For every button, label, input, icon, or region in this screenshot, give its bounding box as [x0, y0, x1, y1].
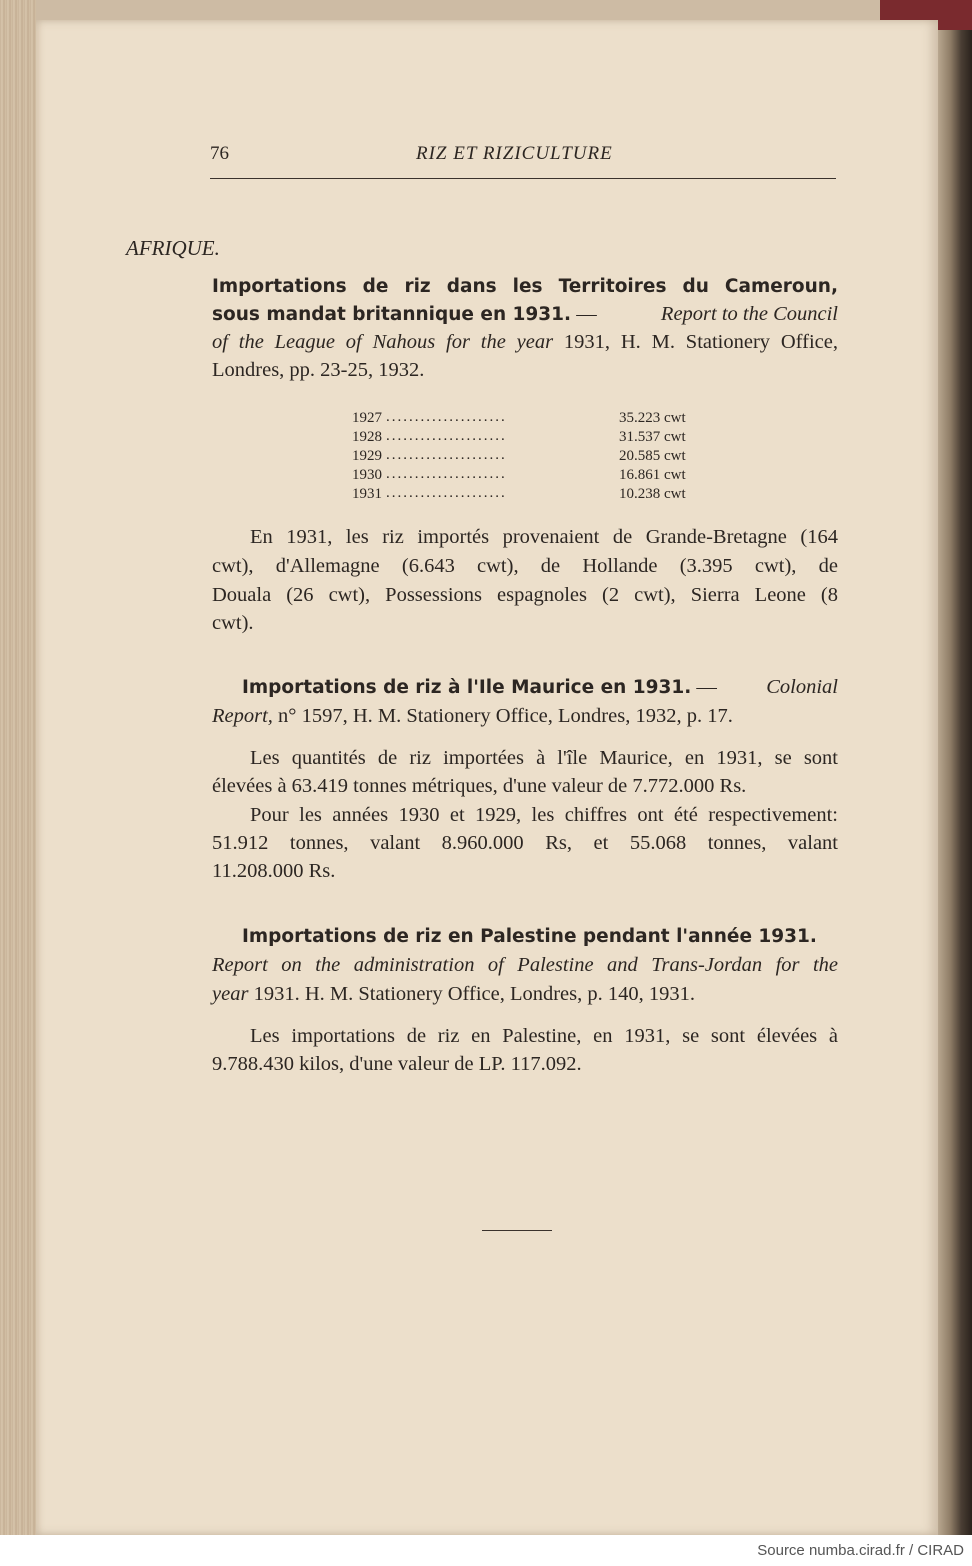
table-year: 1928 — [352, 429, 382, 445]
table-year: 1927 — [352, 410, 382, 426]
maurice-paragraph-line: 51.912 tonnes, valant 8.960.000 Rs, et 55.068 tonnes, valant — [212, 832, 838, 854]
table-value: 10.238 cwt — [619, 486, 686, 502]
table-year: 1930 — [352, 467, 382, 483]
table-row — [352, 448, 702, 467]
maurice-paragraph-text: Pour les années 1930 et 1929, les chiffres ont été respectivement: — [250, 804, 838, 826]
maurice-reference-italic: Colonial — [766, 676, 838, 698]
maurice-paragraph-line: élevées à 63.419 tonnes métriques, d'une valeur de 7.772.000 Rs. — [212, 775, 747, 797]
leader-dots: ..................... — [386, 447, 507, 463]
maurice-reference-rest: n° 1597, H. M. Stationery Office, Londres, 1932, p. 17. — [272, 705, 733, 727]
maurice-paragraph-text: Les quantités de riz importées à l'île Maurice, en 1931, se sont — [250, 747, 838, 769]
cameroun-reference-line-3 — [212, 328, 838, 356]
maurice-title-bold: Importations de riz à l'Ile Maurice en 1931. — [242, 677, 692, 698]
section-heading: AFRIQUE. — [126, 236, 220, 260]
leader-dots: ..................... — [386, 409, 507, 425]
book-binding — [936, 0, 972, 1535]
table-row — [352, 429, 702, 448]
palestine-paragraph-line: 9.788.430 kilos, d'une valeur de LP. 117.092. — [212, 1053, 582, 1075]
maurice-paragraph-line — [212, 744, 838, 772]
table-year: 1929 — [352, 448, 382, 464]
maurice-paragraph-line: 11.208.000 Rs. — [212, 860, 336, 882]
maurice-reference-italic-2: Report, — [212, 705, 273, 727]
cameroun-paragraph-line: Douala (26 cwt), Possessions espagnoles (2 cwt), Sierra Leone (8 — [212, 584, 838, 606]
leader-dots: ..................... — [386, 466, 507, 482]
table-row — [352, 410, 702, 429]
maurice-title-separator: — — [691, 676, 717, 698]
cameroun-reference-line-4: Londres, pp. 23-25, 1932. — [212, 359, 425, 381]
palestine-paragraph-line — [212, 1022, 838, 1050]
palestine-reference-line — [212, 980, 838, 1008]
cameroun-title-line-1 — [212, 272, 838, 301]
cameroun-paragraph-line: cwt), d'Allemagne (6.643 cwt), de Hollande (3.395 cwt), de — [212, 555, 838, 577]
header-rule — [210, 178, 836, 179]
cameroun-reference-rest: 1931, H. M. Stationery Office, — [553, 331, 838, 353]
cameroun-reference-italic-2: of the League of Nahous for the year — [212, 331, 554, 353]
cameroun-paragraph-line: cwt). — [212, 612, 254, 634]
palestine-reference-rest: 1931. H. M. Stationery Office, Londres, p. 140, 1931. — [248, 983, 696, 1005]
leader-dots: ..................... — [386, 485, 507, 501]
table-year: 1931 — [352, 486, 382, 502]
palestine-reference-italic: year — [212, 983, 249, 1005]
maurice-paragraph-line — [212, 801, 838, 829]
cameroun-paragraph-text: En 1931, les riz importés provenaient de Grande-Bretagne (164 — [250, 526, 838, 548]
maurice-reference-line — [212, 702, 838, 730]
source-credit: Source numba.cirad.fr / CIRAD — [757, 1542, 964, 1559]
cameroun-paragraph-line — [212, 523, 838, 551]
table-value: 16.861 cwt — [619, 467, 686, 483]
cameroun-title-separator: — — [571, 303, 597, 325]
table-value: 31.537 cwt — [619, 429, 686, 445]
running-head — [210, 143, 836, 183]
palestine-title-bold: Importations de riz en Palestine pendant l'année 1931. — [242, 926, 817, 947]
palestine-paragraph-text: Les importations de riz en Palestine, en 1931, se sont élevées à — [250, 1025, 838, 1047]
table-row — [352, 467, 702, 486]
table-row — [352, 486, 702, 505]
page-number: 76 — [210, 143, 229, 164]
palestine-reference-line: Report on the administration of Palestine and Trans-Jordan for the — [212, 954, 838, 976]
palestine-title-line — [212, 922, 838, 951]
cameroun-reference-italic: Report to the Council — [660, 303, 838, 325]
page-edges — [0, 0, 36, 1535]
cameroun-title-bold: sous mandat britannique en 1931. — [212, 304, 572, 325]
section-end-rule — [482, 1230, 552, 1231]
cameroun-title-text: Importations de riz dans les Territoires du Cameroun, — [212, 276, 838, 297]
leader-dots: ..................... — [386, 428, 507, 444]
maurice-title-line — [212, 673, 838, 702]
table-value: 20.585 cwt — [619, 448, 686, 464]
table-value: 35.223 cwt — [619, 410, 686, 426]
cameroun-title-line-2 — [212, 300, 838, 329]
running-title: RIZ ET RIZICULTURE — [416, 143, 613, 164]
